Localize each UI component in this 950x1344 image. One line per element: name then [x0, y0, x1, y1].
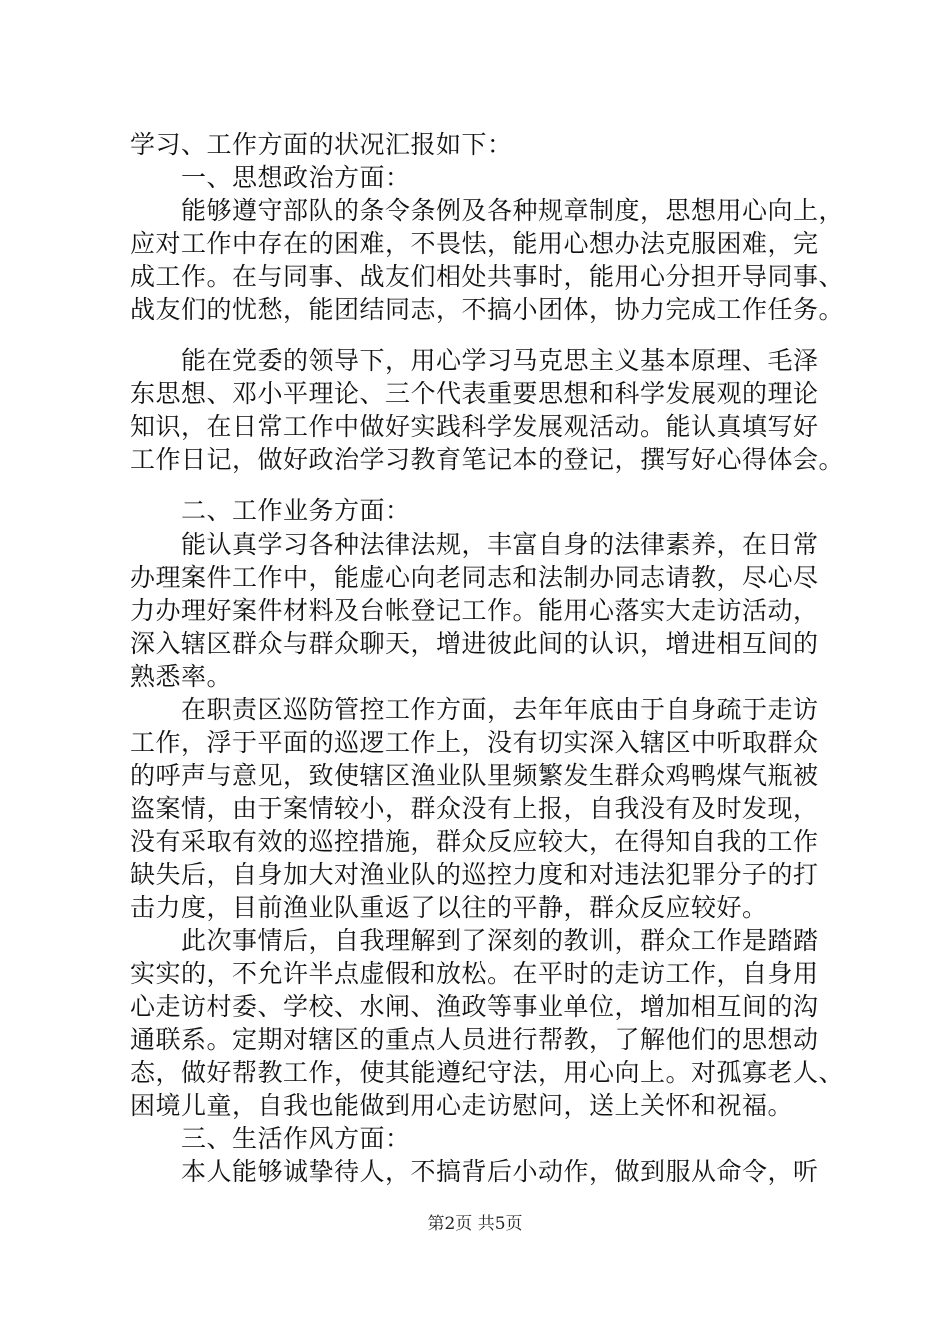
- text-line: 态，做好帮教工作，使其能遵纪守法，用心向上。对孤寡老人、: [130, 1058, 845, 1087]
- text-line: 的呼声与意见，致使辖区渔业队里频繁发生群众鸡鸭煤气瓶被: [130, 761, 819, 790]
- text-line: 战友们的忧愁，能团结同志，不搞小团体，协力完成工作任务。: [130, 295, 845, 324]
- text-line: 东思想、邓小平理论、三个代表重要思想和科学发展观的理论: [130, 379, 819, 408]
- text-line: 应对工作中存在的困难，不畏怯，能用心想办法克服困难，完: [130, 229, 819, 258]
- text-line-last: 本人能够诚挚待人，不搞背后小动作，做到服从命令，听: [130, 1157, 819, 1186]
- section-heading: 二、工作业务方面：: [130, 496, 411, 525]
- text-line: 缺失后，自身加大对渔业队的巡控力度和对违法犯罪分子的打: [130, 860, 819, 889]
- text-line: 学习、工作方面的状况汇报如下：: [130, 130, 513, 159]
- text-line: 在职责区巡防管控工作方面，去年年底由于自身疏于走访: [130, 695, 819, 724]
- text-line: 熟悉率。: [130, 662, 233, 691]
- text-line: 实实的，不允许半点虚假和放松。在平时的走访工作，自身用: [130, 959, 819, 988]
- section-heading: 三、生活作风方面：: [130, 1124, 411, 1153]
- text-line: 没有采取有效的巡控措施，群众反应较大，在得知自我的工作: [130, 827, 819, 856]
- text-line: 力办理好案件材料及台帐登记工作。能用心落实大走访活动，: [130, 596, 819, 625]
- text-line: 工作日记，做好政治学习教育笔记本的登记，撰写好心得体会。: [130, 445, 845, 474]
- text-line: 心走访村委、学校、水闸、渔政等事业单位，增加相互间的沟: [130, 992, 819, 1021]
- text-line: 成工作。在与同事、战友们相处共事时，能用心分担开导同事、: [130, 262, 845, 291]
- text-line: 此次事情后，自我理解到了深刻的教训，群众工作是踏踏: [130, 926, 819, 955]
- text-line: 深入辖区群众与群众聊天，增进彼此间的认识，增进相互间的: [130, 629, 819, 658]
- text-line: 能认真学习各种法律法规，丰富自身的法律素养，在日常: [130, 530, 819, 559]
- text-line: 工作，浮于平面的巡逻工作上，没有切实深入辖区中听取群众: [130, 728, 819, 757]
- page-number: 第2页 共5页: [427, 1214, 523, 1234]
- text-line: 通联系。定期对辖区的重点人员进行帮教，了解他们的思想动: [130, 1025, 819, 1054]
- text-line: 能够遵守部队的条令条例及各种规章制度，思想用心向上，: [130, 196, 845, 225]
- text-line: 困境儿童，自我也能做到用心走访慰问，送上关怀和祝福。: [130, 1091, 794, 1120]
- text-line: 能在党委的领导下，用心学习马克思主义基本原理、毛泽: [130, 346, 819, 375]
- section-heading: 一、思想政治方面：: [130, 163, 411, 192]
- text-line: 击力度，目前渔业队重返了以往的平静，群众反应较好。: [130, 893, 768, 922]
- text-line: 知识，在日常工作中做好实践科学发展观活动。能认真填写好: [130, 412, 819, 441]
- text-line: 办理案件工作中，能虚心向老同志和法制办同志请教，尽心尽: [130, 563, 819, 592]
- text-line: 盗案情，由于案情较小，群众没有上报，自我没有及时发现，: [130, 794, 819, 823]
